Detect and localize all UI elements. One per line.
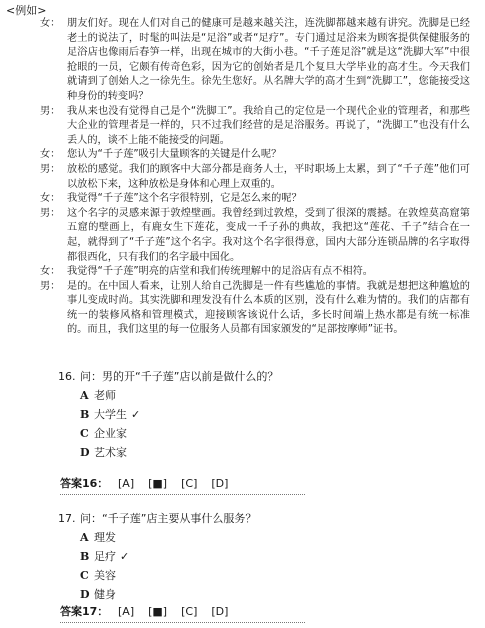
option-b[interactable] — [58, 547, 256, 566]
option-d[interactable] — [58, 585, 256, 604]
section-label: <例如> — [6, 4, 47, 17]
dialogue-turn — [40, 192, 470, 207]
dialogue-text: 是的。在中国人看来，让别人给自己洗脚是一件有些尴尬的事情。我就是想把这种尴尬的事儿变成时尚。其实洗脚和理发没有什么本质的区别，没有什么难为情的。我们的店都有统一的装修风格和管理模式，迎接顾客该说什么话，多长时间端上热水都是有统一标准的。而且，我们这里的每一位服务人员都有国家颁发的“足部按摩师”证书。 — [67, 280, 470, 336]
answer-choice-c[interactable]: [C] — [181, 605, 198, 618]
answer-sheet-17 — [60, 604, 242, 620]
option-b[interactable] — [58, 405, 278, 424]
speaker-label: 男： — [40, 207, 61, 219]
option-letter: A — [80, 531, 89, 544]
question-16 — [58, 368, 278, 462]
option-letter: C — [80, 427, 89, 440]
option-letter: D — [80, 446, 90, 459]
speaker-label: 女： — [40, 193, 61, 205]
speaker-label: 女： — [40, 149, 61, 161]
option-d[interactable] — [58, 443, 278, 462]
dialogue-text: 我觉得“千子莲”明亮的店堂和我们传统理解中的足浴店有点不相符。 — [67, 266, 373, 278]
option-a[interactable] — [58, 386, 278, 405]
dialogue-turn — [40, 105, 470, 149]
check-icon: ✓ — [131, 408, 141, 421]
answer-divider — [60, 494, 305, 495]
dialogue-turn — [40, 148, 470, 163]
option-letter: A — [80, 389, 89, 402]
option-letter: D — [80, 588, 90, 601]
answer-choice-b[interactable]: [■] — [148, 477, 168, 490]
speaker-label: 男： — [40, 280, 61, 292]
answer-choice-a[interactable]: [A] — [118, 605, 135, 618]
dialogue-turn — [40, 280, 470, 338]
option-text: 理发 — [94, 531, 116, 544]
question-prompt: 问：“千子莲”店主要从事什么服务？ — [80, 512, 257, 525]
answer-label: 答案17： — [60, 605, 109, 618]
dialogue-text: 放松的感觉。我们的顾客中大部分都是商务人士，平时职场上太累，到了“千子莲”他们可以放松下来，这种放松是身体和心理上双重的。 — [67, 163, 470, 190]
option-text: 艺术家 — [94, 446, 127, 459]
dialogue-text: 您认为“千子莲”吸引大量顾客的关键是什么呢？ — [67, 149, 282, 161]
option-text: 大学生 — [94, 408, 127, 421]
question-17 — [58, 510, 256, 604]
option-letter: C — [80, 569, 89, 582]
option-text: 足疗 — [94, 550, 116, 563]
dialogue-turn — [40, 17, 470, 105]
dialogue-turn — [40, 163, 470, 192]
question-prompt: 问：男的开“千子莲”店以前是做什么的？ — [80, 370, 279, 383]
option-text: 老师 — [94, 389, 116, 402]
dialogue-turn — [40, 207, 470, 265]
option-text: 美容 — [94, 569, 116, 582]
option-text: 健身 — [94, 588, 116, 601]
answer-choice-a[interactable]: [A] — [118, 477, 135, 490]
answer-choice-d[interactable]: [D] — [211, 605, 229, 618]
dialogue-text: 我从来也没有觉得自己是个“洗脚工”。我给自己的定位是一个现代企业的管理者，和那些大企业的管理者是一样的，只不过我们经营的是足浴服务。再说了，“洗脚工”也没有什么丢人的，谈不上能不能接受的问题。 — [67, 105, 470, 146]
dialogue-turn — [40, 265, 470, 280]
answer-label: 答案16： — [60, 477, 109, 490]
option-c[interactable] — [58, 566, 256, 585]
answer-choice-b[interactable]: [■] — [148, 605, 168, 618]
question-number: 16. — [58, 370, 76, 383]
dialogue-text: 我觉得“千子莲”这个名字很特别，它是怎么来的呢？ — [67, 193, 302, 205]
speaker-label: 女： — [40, 18, 61, 29]
question-number: 17. — [58, 512, 76, 525]
answer-choice-c[interactable]: [C] — [181, 477, 198, 490]
speaker-label: 女： — [40, 266, 61, 278]
option-c[interactable] — [58, 424, 278, 443]
dialogue-text: 朋友们好。现在人们对自己的健康可是越来越关注，连洗脚都越来越有讲究。洗脚是已经老土的说法了，时髦的叫法是“足浴”或者“足疗”。专门通过足浴来为顾客提供保健服务的足浴店也像雨后春笋一样，出现在城市的大街小巷。“千子莲足浴”就是这“洗脚大军”中很抢眼的一员，它颇有传奇色彩，因为它的创始者是几个复旦大学毕业的高才生。今天我们就请到了创始人之一徐先生。徐先生您好。从名牌大学的高才生到“洗脚工”，您能接受这种身份的转变吗？ — [67, 18, 470, 102]
option-letter: B — [80, 550, 90, 563]
speaker-label: 男： — [40, 163, 61, 175]
speaker-label: 男： — [40, 105, 61, 117]
option-a[interactable] — [58, 528, 256, 547]
check-icon: ✓ — [120, 550, 130, 563]
dialogue-text: 这个名字的灵感来源于敦煌壁画。我曾经到过敦煌，受到了很深的震撼。在敦煌莫高窟第五窟的壁画上，有鹿女生下莲花，变成一千子孙的典故，我把这“莲花、千子”结合在一起，就得到了“千子莲”这个名字。我对这个名字很得意，国内大部分连锁品牌的名字取得都很西化，只有我们的名字最中国化。 — [67, 207, 470, 263]
option-letter: B — [80, 408, 90, 421]
option-text: 企业家 — [94, 427, 127, 440]
answer-choice-d[interactable]: [D] — [211, 477, 229, 490]
answer-divider — [60, 622, 305, 623]
dialogue-transcript — [40, 17, 470, 338]
answer-sheet-16 — [60, 476, 242, 492]
